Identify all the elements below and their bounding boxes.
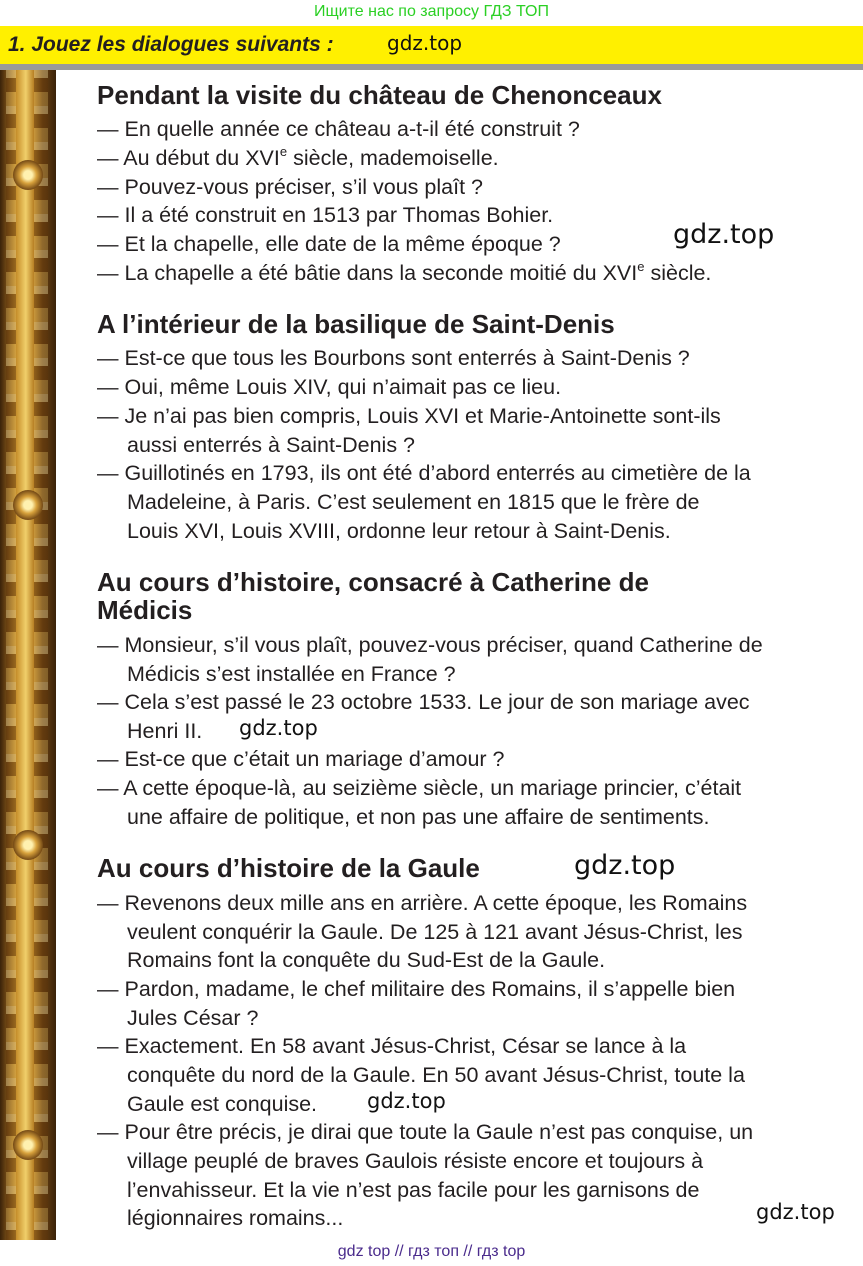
watermark: gdz.top: [387, 31, 463, 55]
dialogue-line-continued: Médicis s’est installée en France ?: [127, 662, 456, 686]
top-banner: Ищите нас по запросу ГДЗ ТОП: [314, 3, 549, 20]
dialogue-line: — Oui, même Louis XIV, qui n’aimait pas ce lieu.: [97, 375, 562, 399]
dialogue-line-continued: Madeleine, à Paris. C’est seulement en 1815 que le frère de: [127, 490, 700, 514]
dialogue-line-continued: Henri II.: [127, 719, 203, 743]
dialogue-line: — Et la chapelle, elle date de la même époque ?: [97, 232, 561, 256]
dialogue-line-continued: Jules César ?: [127, 1006, 259, 1030]
dialogue-line: — A cette époque-là, au seizième siècle, un mariage princier, c’était: [97, 776, 742, 800]
dialogue-line-continued: Romains font la conquête du Sud-Est de la Gaule.: [127, 948, 606, 972]
watermark: gdz.top: [756, 1200, 835, 1224]
section-title-continued: Médicis: [97, 595, 193, 625]
section-title: Au cours d’histoire, consacré à Catherine de: [97, 567, 649, 597]
exercise-title: 1. Jouez les dialogues suivants :: [8, 33, 334, 56]
dialogue-line: — Est-ce que c’était un mariage d’amour ?: [97, 747, 505, 771]
dialogue-line-continued: Louis XVI, Louis XVIII, ordonne leur retour à Saint-Denis.: [127, 519, 671, 543]
dialogue-line: — Revenons deux mille ans en arrière. A cette époque, les Romains: [97, 891, 748, 915]
footer-watermark: gdz top // гдз топ // гдз top: [337, 1243, 526, 1260]
dialogue-line-continued: Gaule est conquise.: [127, 1092, 318, 1116]
section-title: Au cours d’histoire de la Gaule: [97, 853, 480, 883]
watermark: gdz.top: [673, 219, 775, 250]
dialogue-line-continued: conquête du nord de la Gaule. En 50 avant Jésus-Christ, toute la: [127, 1063, 745, 1087]
watermark: gdz.top: [574, 850, 676, 881]
dialogue-line: — Exactement. En 58 avant Jésus-Christ, César se lance à la: [97, 1034, 687, 1058]
watermark: gdz.top: [239, 716, 318, 740]
dialogue-line-continued: veulent conquérir la Gaule. De 125 à 121 avant Jésus-Christ, les: [127, 920, 743, 944]
dialogue-line-continued: aussi enterrés à Saint-Denis ?: [127, 433, 416, 457]
dialogue-line-continued: l’envahisseur. Et la vie n’est pas facile pour les garnisons de: [127, 1178, 700, 1202]
dialogue-line: — Au début du XVIe siècle, mademoiselle.: [97, 144, 499, 170]
gilded-frame-image: [0, 70, 56, 1240]
dialogue-line-continued: une affaire de politique, et non pas une affaire de sentiments.: [127, 805, 710, 829]
watermark: gdz.top: [367, 1089, 446, 1113]
header-divider: [0, 64, 863, 70]
dialogue-line: — Monsieur, s’il vous plaît, pouvez-vous préciser, quand Catherine de: [97, 633, 763, 657]
dialogue-line-continued: village peuplé de braves Gaulois résiste encore et toujours à: [127, 1149, 704, 1173]
dialogue-line: — La chapelle a été bâtie dans la seconde moitié du XVIe siècle.: [97, 259, 712, 285]
dialogue-line: — Guillotinés en 1793, ils ont été d’abord enterrés au cimetière de la: [97, 461, 751, 485]
dialogue-line: — Pour être précis, je dirai que toute la Gaule n’est pas conquise, un: [97, 1120, 754, 1144]
section-title: Pendant la visite du château de Chenonceaux: [97, 80, 662, 110]
dialogue-line: — Pouvez-vous préciser, s’il vous plaît ?: [97, 175, 483, 199]
dialogue-line: — Pardon, madame, le chef militaire des Romains, il s’appelle bien: [97, 977, 736, 1001]
dialogue-line: — Est-ce que tous les Bourbons sont enterrés à Saint-Denis ?: [97, 346, 690, 370]
dialogue-line: — En quelle année ce château a-t-il été construit ?: [97, 117, 580, 141]
dialogue-line: — Cela s’est passé le 23 octobre 1533. Le jour de son mariage avec: [97, 690, 750, 714]
dialogue-line-continued: légionnaires romains...: [127, 1206, 344, 1230]
section-title: A l’intérieur de la basilique de Saint-Denis: [97, 309, 615, 339]
dialogue-line: — Il a été construit en 1513 par Thomas Bohier.: [97, 203, 554, 227]
dialogue-line: — Je n’ai pas bien compris, Louis XVI et Marie-Antoinette sont-ils: [97, 404, 721, 428]
